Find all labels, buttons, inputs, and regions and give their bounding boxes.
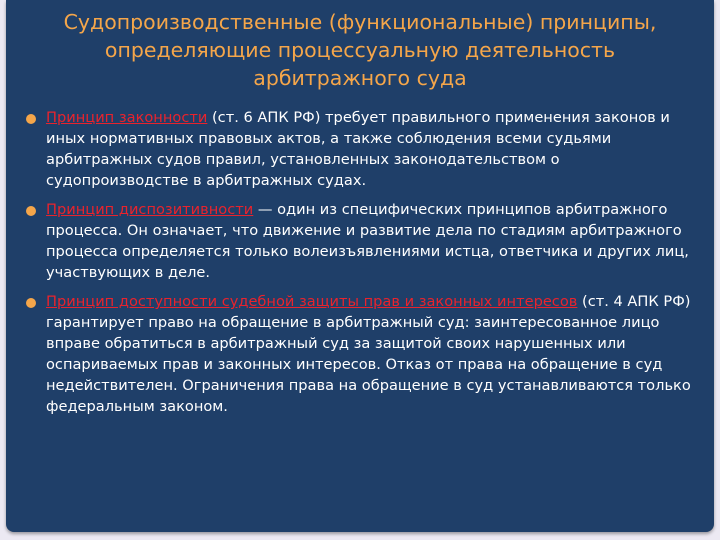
term-link-accessibility[interactable]: Принцип доступности судебной защиты прав и законных интересов [46,293,578,310]
term-link-dispositivity[interactable]: Принцип диспозитивности [46,201,254,218]
bullet-dot-icon [26,114,36,124]
bullet-dot-icon [26,298,36,308]
bullet-item-legality [6,107,714,191]
term-link-legality[interactable]: Принцип законности [46,109,208,126]
bullet-dot-icon [26,206,36,216]
bullet-paragraph [46,107,700,191]
bullet-list [6,107,714,425]
bullet-text: — один из специфических принципов арбитражного процесса. Он означает, что движение и развитие дела по стадиям арбитражного процесса определяется только волеизъявлениями истца, ответчика и других лиц, участвующих в деле. [46,201,689,281]
slide-title: Судопроизводственные (функциональные) принципы, определяющие процессуальную деятельность арбитражного суда [63,10,657,90]
bullet-paragraph [46,199,700,283]
bullet-text: (ст. 6 АПК РФ) требует правильного применения законов и иных нормативных правовых актов, а также соблюдения всеми судьями арбитражных судов правил, установленных законодательством о судопроизводстве в арбитражных судах. [46,109,670,189]
bullet-paragraph [46,291,700,417]
bullet-item-accessibility [6,291,714,417]
slide-panel [6,0,714,532]
bullet-text: (ст. 4 АПК РФ) гарантирует право на обращение в арбитражный суд: заинтересованное лицо вправе обратиться в арбитражный суд за защитой своих нарушенных или оспариваемых прав и законных интересов. Отказ от права на обращение в суд недействителен. Ограничения права на обращение в суд устанавливаются только федеральным законом. [46,293,691,415]
bullet-item-dispositivity [6,199,714,283]
